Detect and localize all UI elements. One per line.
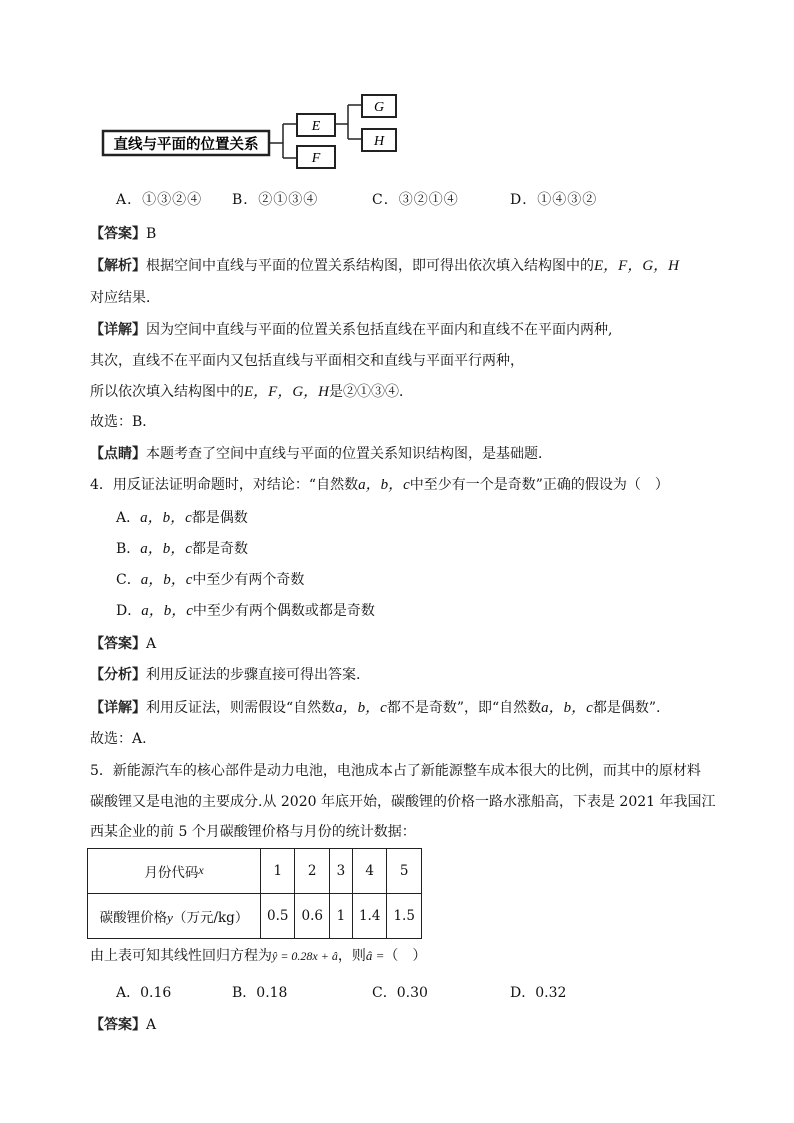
q4-answer [90, 634, 156, 654]
q4-option-c [116, 570, 304, 590]
header-text: 碳酸锂价格 [99, 910, 168, 926]
table-header-cell [88, 849, 261, 894]
q4-option-b [116, 539, 248, 559]
option-text: 都是偶数 [191, 510, 248, 526]
q4-detail [90, 698, 660, 718]
q4-stem-text: 中至少有一个是奇数”正确的假设为（ ） [409, 477, 669, 493]
regression-ahat: â = [365, 948, 385, 963]
structure-diagram-svg [100, 92, 410, 174]
q5-option-d: D．0.32 [510, 985, 567, 1001]
header-var: x [198, 863, 204, 877]
q5-stem-line-1: 5．新能源汽车的核心部件是动力电池，电池成本占了新能源整车成本很大的比例，而其中的原材料 [90, 763, 701, 779]
q3-option-c: C．③②①④ [372, 192, 459, 208]
option-label: A． [116, 510, 141, 526]
q3-detail-line-1 [90, 320, 612, 340]
answer-tag: 【答案】 [90, 226, 146, 242]
detail-text: 利用反证法，则需假设“自然数 [146, 700, 336, 716]
q3-comment [90, 444, 552, 464]
comment-text: 本题考查了空间中直线与平面的位置关系知识结构图，是基础题． [146, 446, 552, 462]
q5-answer [90, 1015, 156, 1035]
detail-vars: a，b，c [541, 700, 593, 716]
analysis-text: 根据空间中直线与平面的位置关系结构图，即可得出依次填入结构图中的 [146, 258, 594, 274]
diagram-node-h: H [373, 134, 385, 149]
diagram-root-label: 直线与平面的位置关系 [113, 137, 259, 153]
regression-equation: ŷ = 0.28x + â [272, 949, 338, 963]
answer-value: A [146, 636, 157, 652]
table-cell: 1 [261, 849, 295, 894]
q5-option-b: B．0.18 [232, 985, 288, 1001]
q5-stem-line-2: 碳酸锂又是电池的主要成分.从 2020 年底开始，碳酸锂的价格一路水涨船高，下表是 2021 年我国江 [90, 794, 716, 810]
detail-vars: E，F，G，H [244, 384, 329, 400]
q5-regression [90, 946, 426, 966]
detail-tag: 【详解】 [90, 322, 146, 338]
table-cell: 0.5 [261, 894, 295, 939]
table-cell: 4 [352, 849, 386, 894]
answer-value: A [146, 1017, 157, 1033]
table-cell: 1.4 [352, 894, 386, 939]
diagram-node-e: E [311, 119, 321, 134]
structure-diagram [100, 92, 410, 178]
regression-text: 由上表可知其线性回归方程为 [90, 948, 272, 964]
table-cell: 3 [329, 849, 352, 894]
analysis-text: 利用反证法的步骤直接可得出答案. [146, 667, 361, 683]
q4-option-a [116, 508, 248, 528]
q4-choose: 故选：A. [90, 731, 147, 747]
table-row [88, 894, 422, 939]
option-text: 中至少有两个奇数 [192, 572, 305, 588]
q5-stem-line-3: 西某企业的前 5 个月碳酸锂价格与月份的统计数据： [90, 824, 416, 840]
analysis-tag: 【分析】 [90, 667, 146, 683]
header-unit: （万元/kg） [172, 910, 249, 926]
detail-tag: 【详解】 [90, 700, 146, 716]
answer-tag: 【答案】 [90, 1017, 146, 1033]
q3-detail-line-2: 其次，直线不在平面内又包括直线与平面相交和直线与平面平行两种， [90, 353, 524, 369]
answer-tag: 【答案】 [90, 636, 146, 652]
diagram-node-g: G [373, 100, 385, 115]
q3-answer [90, 224, 156, 244]
q3-analysis-line-2: 对应结果． [90, 290, 160, 306]
detail-text: 都是偶数”. [592, 700, 661, 716]
option-label: D． [116, 603, 142, 619]
analysis-tag: 【解析】 [90, 258, 146, 274]
q5-option-a: A．0.16 [116, 985, 172, 1001]
q3-option-a: A．①③②④ [116, 192, 203, 208]
comment-tag: 【点睛】 [90, 446, 146, 462]
table-cell: 2 [295, 849, 329, 894]
diagram-node-f: F [311, 151, 321, 166]
detail-text: 因为空间中直线与平面的位置关系包括直线在平面内和直线不在平面内两种, [146, 322, 613, 338]
detail-text: 都不是奇数”，即“自然数 [386, 700, 542, 716]
option-vars: a，b，c [140, 510, 192, 526]
option-vars: a，b，c [140, 541, 192, 557]
answer-value: B [146, 226, 157, 242]
q3-option-b: B．②①③④ [232, 192, 319, 208]
table-row [88, 849, 422, 894]
table-cell: 0.6 [295, 894, 329, 939]
table-header-cell [88, 894, 261, 939]
analysis-vars: E，F，G，H [594, 258, 679, 274]
q4-stem-text: 4．用反证法证明命题时，对结论：“自然数 [90, 477, 359, 493]
q3-detail-line-3 [90, 382, 413, 402]
q3-option-d: D．①④③② [510, 192, 598, 208]
detail-text: 所以依次填入结构图中的 [90, 384, 244, 400]
option-label: C． [116, 572, 141, 588]
table-cell: 1 [329, 894, 352, 939]
q5-data-table [87, 848, 422, 939]
regression-text: ，则 [337, 948, 366, 964]
option-label: B． [116, 541, 141, 557]
header-text: 月份代码 [144, 865, 199, 881]
option-vars: a，b，c [140, 572, 193, 588]
table-cell: 5 [387, 849, 421, 894]
option-text: 都是奇数 [191, 541, 248, 557]
q4-stem-vars: a，b，c [358, 477, 410, 493]
option-vars: a，b，c [141, 603, 193, 619]
regression-text: （ ） [384, 948, 427, 964]
q3-choose: 故选：B． [90, 414, 157, 430]
detail-vars: a，b，c [335, 700, 387, 716]
header-var: y [167, 910, 173, 925]
q5-option-c: C．0.30 [372, 985, 428, 1001]
detail-text: 是②①③④． [329, 384, 413, 400]
option-text: 中至少有两个偶数或都是奇数 [192, 603, 375, 619]
q3-analysis-line-1 [90, 256, 679, 276]
q4-option-d [116, 601, 375, 621]
q4-analysis [90, 665, 360, 685]
q4-stem [90, 475, 669, 495]
table-cell: 1.5 [387, 894, 421, 939]
